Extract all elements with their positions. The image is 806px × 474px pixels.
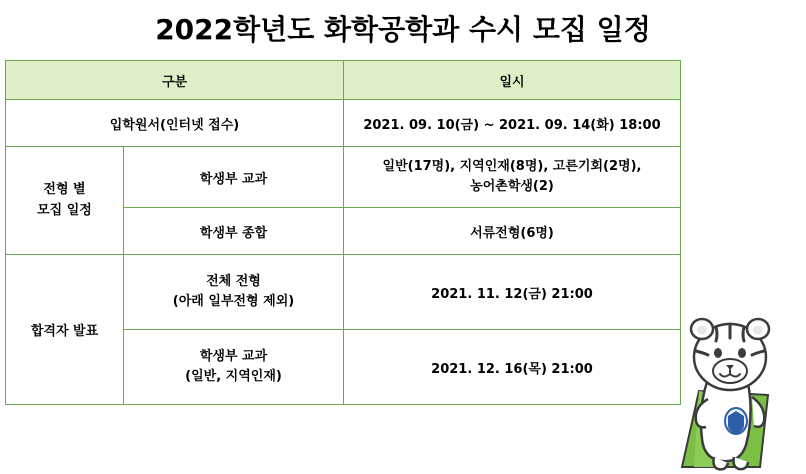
row-value-application-date: 2021. 09. 10(금) ~ 2021. 09. 14(화) 18:00 — [344, 100, 681, 147]
row-label-admission-schedule — [6, 147, 124, 255]
schedule-table — [5, 60, 681, 405]
row-sublabel-line1: 학생부 교과 — [199, 348, 268, 364]
column-header-date: 일시 — [344, 61, 681, 100]
page-title: 2022학년도 화학공학과 수시 모집 일정 — [155, 13, 651, 46]
row-sublabel-line1: 전체 전형 — [206, 273, 261, 289]
table-row — [6, 147, 681, 208]
row-label-line1: 전형 별 — [43, 182, 86, 198]
row-value-all-types-date: 2021. 11. 12(금) 21:00 — [344, 255, 681, 330]
row-sublabel-line2: (아래 일부전형 제외) — [172, 294, 295, 309]
row-sublabel-all-types — [124, 255, 344, 330]
table-header-row — [6, 61, 681, 100]
table-row — [6, 100, 681, 147]
column-header-category: 구분 — [6, 61, 344, 100]
row-sublabel-line2: (일반, 지역인재) — [185, 369, 282, 384]
row-sublabel-gyogwa: 학생부 교과 — [124, 147, 344, 208]
table-row — [6, 255, 681, 330]
row-value-line2: 농어촌학생(2) — [470, 179, 554, 194]
row-label-announcement: 합격자 발표 — [6, 255, 124, 405]
row-label-line2: 모집 일정 — [37, 202, 92, 218]
row-value-jonghap: 서류전형(6명) — [344, 208, 681, 255]
row-value-gyogwa-date: 2021. 12. 16(목) 21:00 — [344, 330, 681, 405]
row-value-gyogwa — [344, 147, 681, 208]
row-label-application: 입학원서(인터넷 접수) — [6, 100, 344, 147]
row-sublabel-gyogwa-detail — [124, 330, 344, 405]
row-sublabel-jonghap: 학생부 종합 — [124, 208, 344, 255]
row-value-line1: 일반(17명), 지역인재(8명), 고른기회(2명), — [382, 158, 642, 174]
tiger-mascot-icon — [664, 299, 794, 474]
